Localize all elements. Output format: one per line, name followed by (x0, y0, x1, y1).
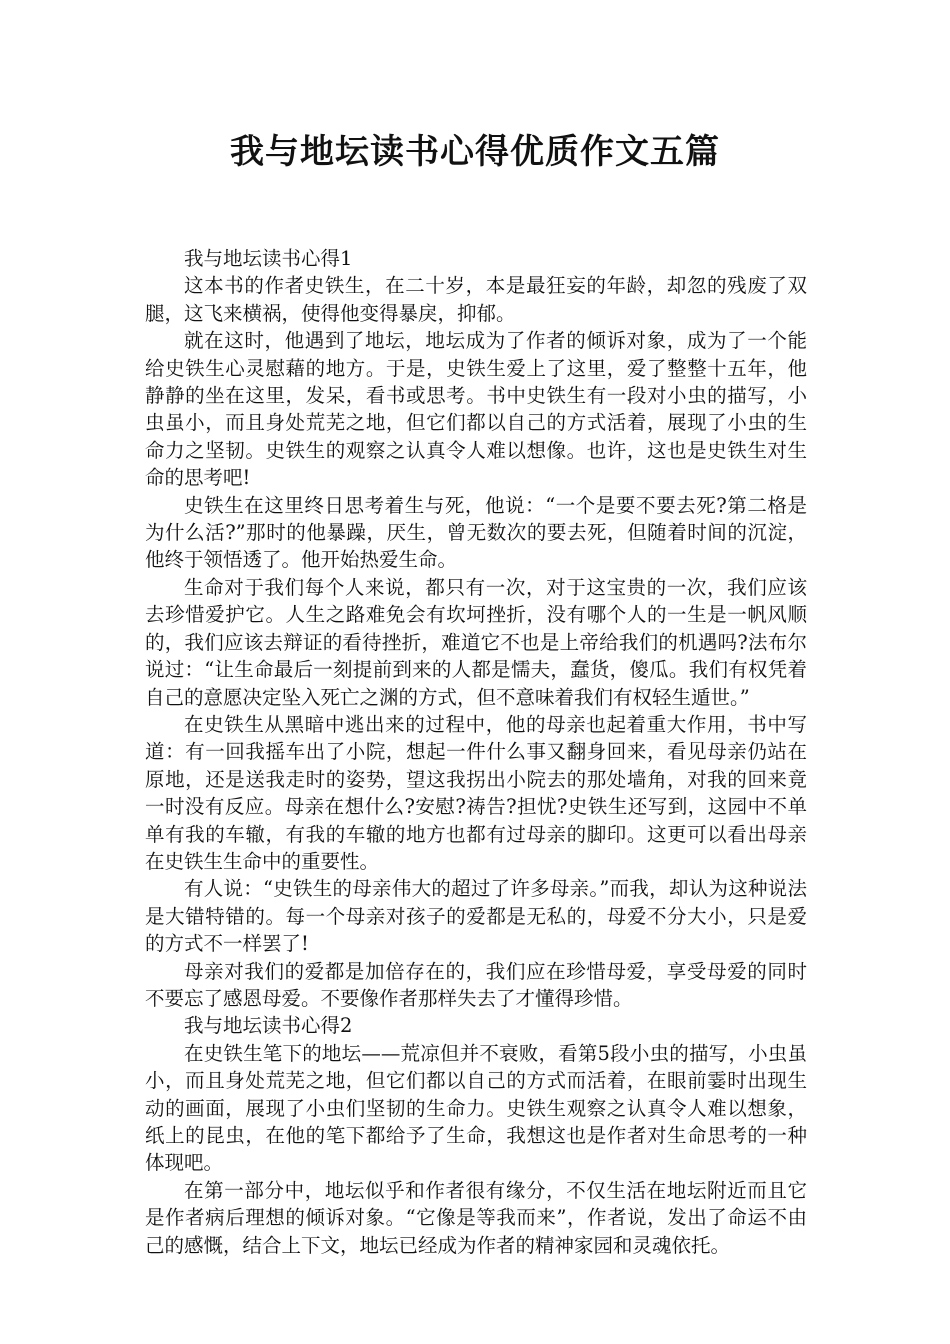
paragraph: 在第一部分中，地坛似乎和作者很有缘分，不仅生活在地坛附近而且它是作者病后理想的倾诉对象。“它像是等我而来”，作者说，发出了命运不由己的感慨，结合上下文，地坛已经成为作者的精神家园和灵魂依托。 (145, 1178, 807, 1257)
paragraph: 在史铁生笔下的地坛——荒凉但并不衰败，看第5段小虫的描写，小虫虽小，而且身处荒芜之地，但它们都以自己的方式而活着，在眼前霎时出现生动的画面，展现了小虫们坚韧的生命力。史铁生观察之认真令人难以想象，纸上的昆虫，在他的笔下都给予了生命，我想这也是作者对生命思考的一种体现吧。 (145, 1041, 807, 1175)
paragraph: 有人说：“史铁生的母亲伟大的超过了许多母亲。”而我，却认为这种说法是大错特错的。每一个母亲对孩子的爱都是无私的，母爱不分大小，只是爱的方式不一样罢了! (145, 877, 807, 956)
section-heading-1: 我与地坛读书心得1 (184, 247, 353, 270)
paragraph: 就在这时，他遇到了地坛，地坛成为了作者的倾诉对象，成为了一个能给史铁生心灵慰藉的地方。于是，史铁生爱上了这里，爱了整整十五年，他静静的坐在这里，发呆，看书或思考。书中史铁生有一段对小虫的描写，小虫虽小，而且身处荒芜之地，但它们都以自己的方式活着，展现了小虫的生命力之坚韧。史铁生的观察之认真令人难以想像。也许，这也是史铁生对生命的思考吧! (145, 329, 807, 490)
section-heading-2: 我与地坛读书心得2 (184, 1014, 353, 1038)
paragraph: 这本书的作者史铁生，在二十岁，本是最狂妄的年龄，却忽的残废了双腿，这飞来横祸，使得他变得暴戾，抑郁。 (145, 274, 807, 325)
document-body (145, 245, 807, 1259)
paragraph: 生命对于我们每个人来说，都只有一次，对于这宝贵的一次，我们应该去珍惜爱护它。人生之路难免会有坎坷挫折，没有哪个人的一生是一帆风顺的，我们应该去辩证的看待挫折，难道它不也是上帝给我们的机遇吗?法布尔说过：“让生命最后一刻提前到来的人都是懦夫，蠢货，傻瓜。我们有权凭着自己的意愿决定坠入死亡之渊的方式，但不意味着我们有权轻生遁世。” (145, 575, 807, 709)
paragraph: 在史铁生从黑暗中逃出来的过程中，他的母亲也起着重大作用，书中写道：有一回我摇车出了小院，想起一件什么事又翻身回来，看见母亲仍站在原地，还是送我走时的姿势，望这我拐出小院去的那处墙角，对我的回来竟一时没有反应。母亲在想什么?安慰?祷告?担忧?史铁生还写到，这园中不单单有我的车辙，有我的车辙的地方也都有过母亲的脚印。这更可以看出母亲在史铁生生命中的重要性。 (145, 712, 807, 873)
paragraph: 史铁生在这里终日思考着生与死，他说：“一个是要不要去死?第二格是为什么活?”那时的他暴躁，厌生，曾无数次的要去死，但随着时间的沉淀，他终于领悟透了。他开始热爱生命。 (145, 493, 807, 572)
paragraph: 母亲对我们的爱都是加倍存在的，我们应在珍惜母爱，享受母爱的同时不要忘了感恩母爱。不要像作者那样失去了才懂得珍惜。 (145, 959, 807, 1010)
document-title: 我与地坛读书心得优质作文五篇 (230, 132, 720, 172)
